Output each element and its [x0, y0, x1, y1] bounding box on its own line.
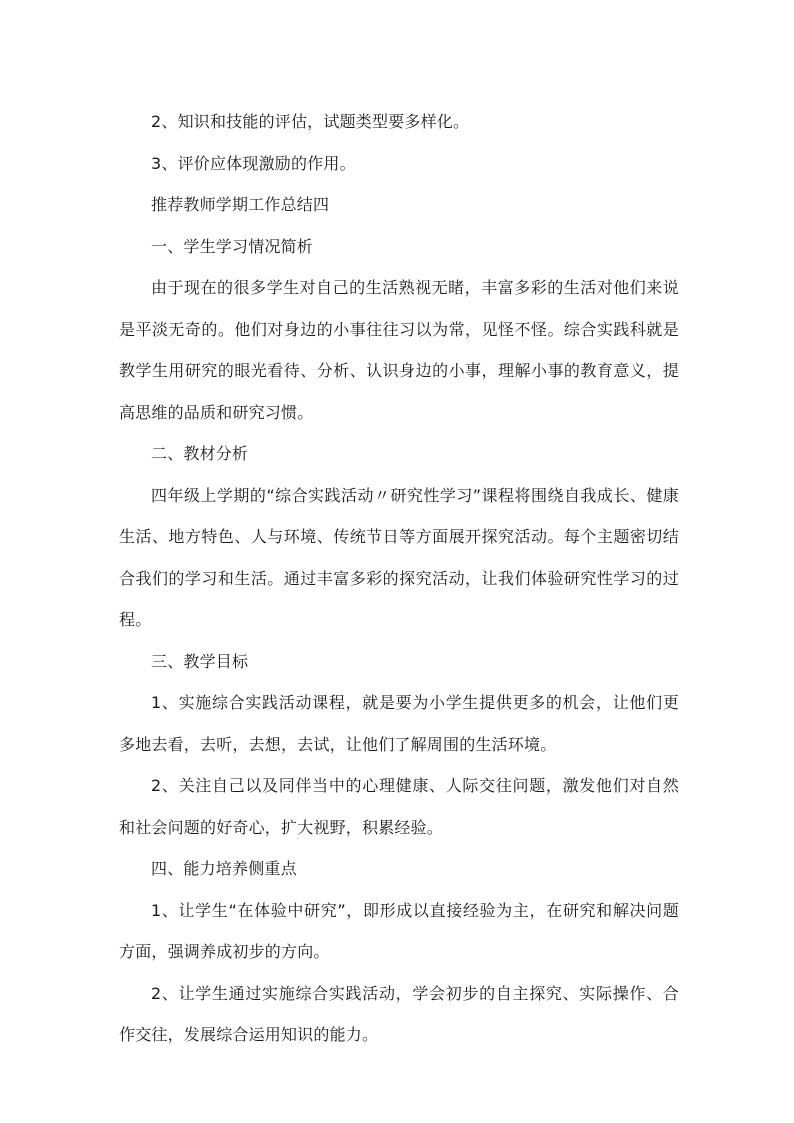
paragraph-student-analysis: 由于现在的很多学生对自己的生活熟视无睹，丰富多彩的生活对他们来说是平淡无奇的。他们对身边的小事往往习以为常，见怪不怪。综合实践科就是教学生用研究的眼光看待、分析、认识身边的小事，理解小事的教育意义，提高思维的品质和研究习惯。: [119, 278, 679, 422]
heading-student-analysis: 一、学生学习情况简析: [151, 236, 314, 256]
paragraph-evaluation-motivation: 3、评价应体现激励的作用。: [151, 153, 356, 173]
paragraph-goal-2: 2、关注自己以及同伴当中的心理健康、人际交往问题，激发他们对自然和社会问题的好奇心，扩大视野，积累经验。: [119, 776, 679, 837]
paragraph-textbook-analysis: 四年级上学期的“综合实践活动〃研究性学习”课程将围绕自我成长、健康生活、地方特色、人与环境、传统节日等方面展开探究活动。每个主题密切结合我们的学习和生活。通过丰富多彩的探究活动，让我们体验研究性学习的过程。: [119, 485, 679, 629]
heading-teaching-goals: 三、教学目标: [151, 651, 249, 671]
paragraph-ability-1: 1、让学生“在体验中研究”，即形成以直接经验为主，在研究和解决问题方面，强调养成初步的方向。: [119, 900, 679, 961]
paragraph-goal-1: 1、实施综合实践活动课程，就是要为小学生提供更多的机会，让他们更多地去看，去听，去想，去试，让他们了解周围的生活环境。: [119, 693, 679, 754]
paragraph-ability-2: 2、让学生通过实施综合实践活动，学会初步的自主探究、实际操作、合作交往，发展综合运用知识的能力。: [119, 983, 679, 1044]
section-title: 推荐教师学期工作总结四: [151, 195, 330, 214]
document-body: [119, 101, 679, 1056]
heading-textbook-analysis: 二、教材分析: [151, 444, 249, 463]
paragraph-evaluation-variety: 2、知识和技能的评估，试题类型要多样化。: [151, 112, 470, 131]
heading-ability-focus: 四、能力培养侧重点: [151, 859, 297, 878]
